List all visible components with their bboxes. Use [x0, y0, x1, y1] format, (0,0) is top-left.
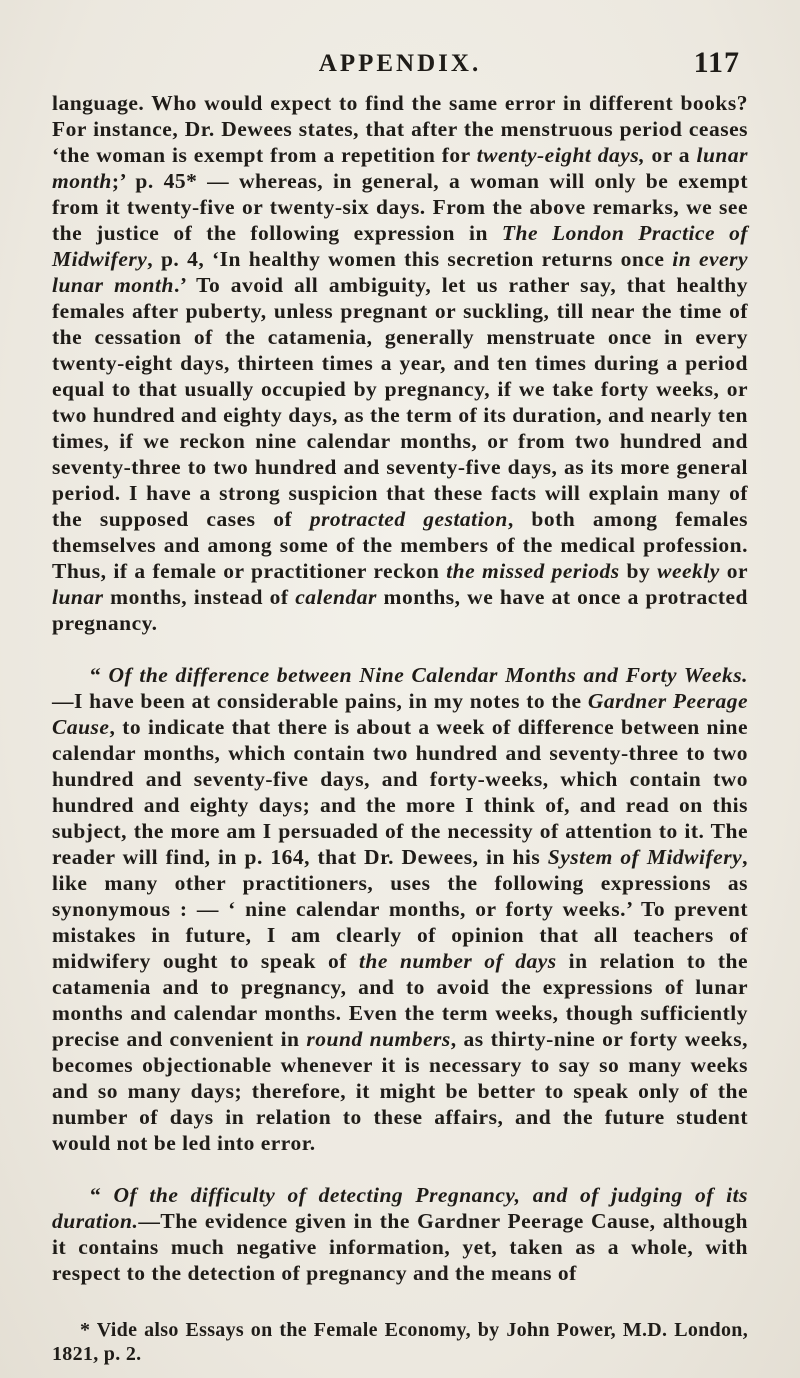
- text-run: ;’ p. 45* — whereas, in general, a woman will only be exempt from it twenty-five or twenty-six days. From the above remarks, we see the justice of the following expression in: [52, 169, 748, 245]
- text-run: or a: [645, 143, 697, 167]
- italic-run: Of the difference between Nine Calendar Months and Forty Weeks.: [108, 663, 749, 687]
- text-run: months, we have at once a protracted pregnancy.: [52, 585, 749, 635]
- italic-run: weekly: [657, 559, 720, 583]
- italic-run: the number of days: [358, 949, 557, 973]
- paragraph-1: [52, 90, 748, 636]
- text-run: months, instead of: [103, 585, 296, 609]
- italic-run: lunar: [52, 585, 104, 609]
- text-run: —The evidence given in the Gardner Peerage Cause, although it contains much negative information, yet, taken as a whole, with respect to the detection of pregnancy and the means of: [52, 1209, 748, 1285]
- text-run: “: [90, 1183, 114, 1207]
- italic-run: The London Practice of Midwifery: [52, 221, 748, 271]
- italic-run: System of Midwifery: [547, 845, 743, 869]
- running-head: [52, 38, 748, 82]
- italic-run: Of the difficulty of detecting Pregnancy, and of judging of its duration.: [52, 1183, 748, 1233]
- italic-run: twenty-eight days,: [476, 143, 646, 167]
- italic-run: the missed periods: [446, 559, 620, 583]
- running-title: APPENDIX.: [318, 50, 482, 77]
- italic-run: protracted gestation: [309, 507, 508, 531]
- page-number: 117: [693, 46, 740, 79]
- text-run: , as thirty-nine or forty weeks, becomes objectionable whenever it is necessary to say so many weeks and so many days; therefore, it might be better to speak only of the number of days in relation to these affairs, and the future student would not be led into error.: [52, 1027, 748, 1155]
- text-run: “: [90, 663, 109, 687]
- body-text: [52, 90, 748, 1286]
- text-run: .’ To avoid all ambiguity, let us rather say, that healthy females after puberty, unless pregnant or suckling, till near the time of the cessation of the catamenia, generally menstruate once in every twenty-eight days, thirteen times a year, and ten times during a period equal to that usually occupied by pregnancy, if we take forty weeks, or two hundred and eighty days, as the term of its duration, and nearly ten times, if we reckon nine calendar months, or from two hundred and seventy-three to two hundred and seventy-five days, as its more general period. I have a strong suspicion that these facts will explain many of the supposed cases of: [52, 273, 748, 531]
- paragraph-2: [52, 662, 748, 1156]
- italic-run: calendar: [295, 585, 377, 609]
- italic-run: round numbers: [306, 1027, 451, 1051]
- paragraph-3: [52, 1182, 748, 1286]
- footnote: * Vide also Essays on the Female Economy, by John Power, M.D. London, 1821, p. 2.: [52, 1319, 748, 1365]
- text-run: , like many other practitioners, uses the following expressions as synonymous : — ‘ nine calendar months, or forty weeks.’ To prevent mistakes in future, I am clearly of opinion that all teachers of midwifery ought to speak of: [52, 845, 748, 973]
- italic-run: Gardner Peerage Cause: [52, 689, 748, 739]
- text-run: in relation to the catamenia and to pregnancy, and to avoid the expressions of lunar months and calendar months. Even the term weeks, though sufficiently precise and convenient in: [52, 949, 749, 1051]
- italic-run: lunar month: [52, 143, 748, 193]
- text-run: , both among females themselves and among some of the members of the medical profession. Thus, if a female or practitioner reckon: [52, 507, 748, 583]
- text-run: , p. 4, ‘In healthy women this secretion returns once: [147, 247, 673, 271]
- text-run: —I have been at considerable pains, in my notes to the: [52, 689, 588, 713]
- italic-run: in every lunar month: [52, 247, 749, 297]
- text-run: language. Who would expect to find the same error in different books? For instance, Dr. Dewees states, that after the menstruous period ceases ‘the woman is exempt from a repetition for: [52, 91, 748, 167]
- text-run: by: [619, 559, 658, 583]
- text-run: or: [719, 559, 748, 583]
- text-run: , to indicate that there is about a week of difference between nine calendar months, which contain two hundred and seventy-three to two hundred and seventy-five days, and forty-weeks, which contain two hundred and eighty days; and the more I think of, and read on this subject, the more am I persuaded of the necessity of attention to it. The reader will find, in p. 164, that Dr. Dewees, in his: [52, 715, 748, 869]
